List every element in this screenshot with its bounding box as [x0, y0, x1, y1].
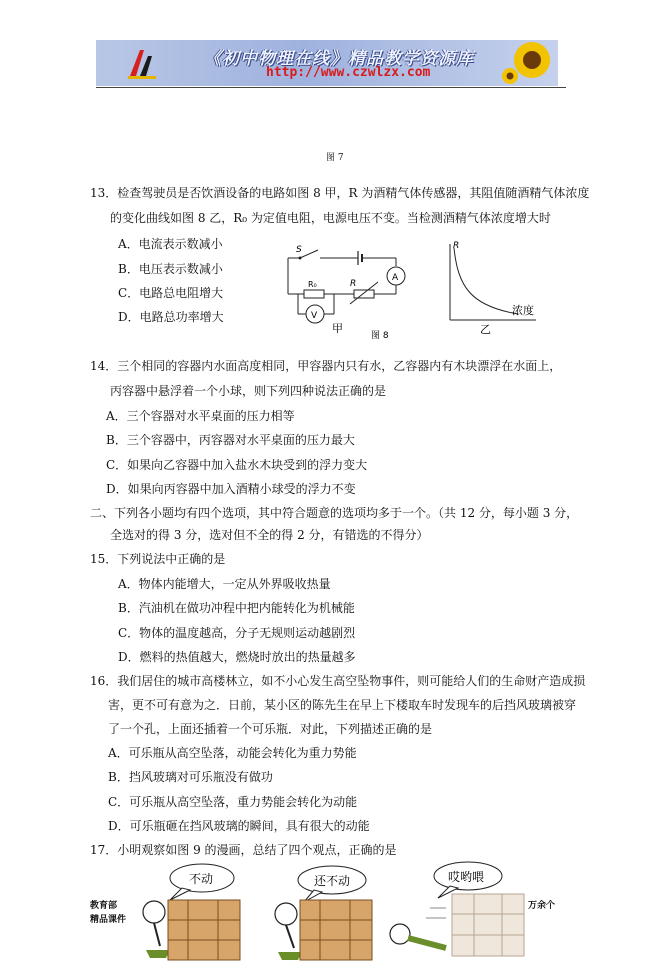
footer-left-line2: 精品课件	[90, 915, 127, 925]
wooden-crate-icon	[168, 900, 240, 960]
cartoon-panel-1	[143, 864, 240, 960]
q16-stem-line3: 了一个孔，上面还插着一个可乐瓶．对此，下列描述正确的是	[108, 722, 433, 736]
sensor-resistor-icon	[354, 290, 374, 298]
q16-stem-line1: 16．我们居住的城市高楼林立，如不小心发生高空坠物事件，则可能给人们的生命财产造成损	[90, 674, 586, 688]
q14-option-a: A．三个容器对水平桌面的压力相等	[106, 409, 295, 423]
q13-option-d: D．电路总功率增大	[118, 310, 224, 324]
header-rule	[96, 87, 566, 88]
cartoon-boy-head-icon	[275, 903, 297, 925]
footer-right: 万余个	[528, 901, 556, 911]
r-label: R	[350, 279, 357, 289]
q13-option-a: A．电流表示数减小	[118, 237, 223, 251]
q15-option-a: A．物体内能增大，一定从外界吸收热量	[118, 577, 331, 591]
switch-label: S	[296, 245, 302, 255]
q16-option-a: A．可乐瓶从高空坠落，动能会转化为重力势能	[108, 746, 357, 760]
site-logo-icon	[126, 46, 158, 80]
graph-x-label: 浓度	[512, 304, 534, 317]
r0-label: R₀	[308, 280, 317, 289]
q15-stem: 15．下列说法中正确的是	[90, 552, 226, 566]
q13-stem-line2: 的变化曲线如图 8 乙，R₀ 为定值电阻，电源电压不变。当检测酒精气体浓度增大时	[110, 211, 551, 225]
banner-url[interactable]: http://www.czwlzx.com	[266, 65, 431, 80]
wooden-crate-icon	[300, 900, 372, 960]
figure-7-caption: 图 7	[326, 153, 344, 163]
ammeter-label: A	[392, 273, 399, 283]
q15-option-d: D．燃料的热值越大，燃烧时放出的热量越多	[118, 650, 356, 664]
cartoon-boy-head-icon	[143, 901, 165, 923]
q14-option-d: D．如果向丙容器中加入酒精小球受的浮力不变	[106, 482, 356, 496]
resistor-r0-icon	[304, 290, 324, 298]
figure-8-caption: 图 8	[371, 331, 389, 340]
q16-option-d: D．可乐瓶砸在挡风玻璃的瞬间，具有很大的动能	[108, 819, 370, 833]
bubble-2-text: 还不动	[314, 874, 351, 888]
q14-option-b: B．三个容器中，丙容器对水平桌面的压力最大	[106, 433, 355, 447]
cartoon-panel-3	[390, 862, 524, 956]
graph-y-label: R	[453, 241, 460, 251]
sliding-crate-icon	[452, 894, 524, 956]
q16-option-b: B．挡风玻璃对可乐瓶没有做功	[108, 770, 273, 784]
figure-8-yi-label: 乙	[480, 323, 491, 336]
section2-heading-line1: 二、下列各小题均有四个选项，其中符合题意的选项均多于一个。（共 12 分，每小题 3 分，	[90, 506, 579, 520]
q14-option-c: C．如果向乙容器中加入盐水木块受到的浮力变大	[106, 458, 368, 472]
bubble-3-text: 哎哟喂	[448, 870, 485, 884]
q15-option-c: C．物体的温度越高，分子无规则运动越剧烈	[118, 626, 356, 640]
cartoon-panel-2	[275, 866, 372, 960]
figure-8-jia-label: 甲	[332, 322, 343, 335]
footer-left-line1: 教育部	[90, 901, 118, 911]
q16-option-c: C．可乐瓶从高空坠落，重力势能会转化为动能	[108, 795, 358, 809]
q13-option-c: C．电路总电阻增大	[118, 286, 224, 300]
cartoon-boy-head-icon	[390, 924, 410, 944]
figure-8-graph	[440, 236, 550, 336]
q13-stem-line1: 13．检查驾驶员是否饮酒设备的电路如图 8 甲，R 为酒精气体传感器，其阻值随酒精气体浓度	[90, 186, 590, 200]
switch-icon	[300, 250, 318, 258]
section2-heading-line2: 全选对的得 3 分，选对但不全的得 2 分，有错选的不得分）	[110, 528, 429, 542]
figure-9-cartoon	[90, 858, 560, 963]
bubble-1-text: 不动	[189, 872, 214, 886]
banner-title: 《初中物理在线》精品教学资源库	[204, 49, 474, 69]
q14-stem-line1: 14．三个相同的容器内水面高度相同，甲容器内只有水，乙容器内有木块漂浮在水面上，	[90, 359, 562, 373]
q13-option-b: B．电压表示数减小	[118, 262, 223, 276]
q15-option-b: B．汽油机在做功冲程中把内能转化为机械能	[118, 601, 355, 615]
q17-stem: 17．小明观察如图 9 的漫画，总结了四个观点，正确的是	[90, 843, 397, 857]
header-banner	[96, 40, 558, 86]
figure-8-circuit-diagram	[270, 238, 420, 340]
voltmeter-label: V	[311, 311, 318, 321]
resistance-curve	[454, 248, 518, 314]
q16-stem-line2: 害，更不可有意为之．日前，某小区的陈先生在早上下楼取车时发现车的后挡风玻璃被穿	[108, 698, 577, 712]
sunflower-icon	[502, 40, 558, 86]
q14-stem-line2: 丙容器中悬浮着一个小球，则下列四种说法正确的是	[110, 384, 387, 398]
